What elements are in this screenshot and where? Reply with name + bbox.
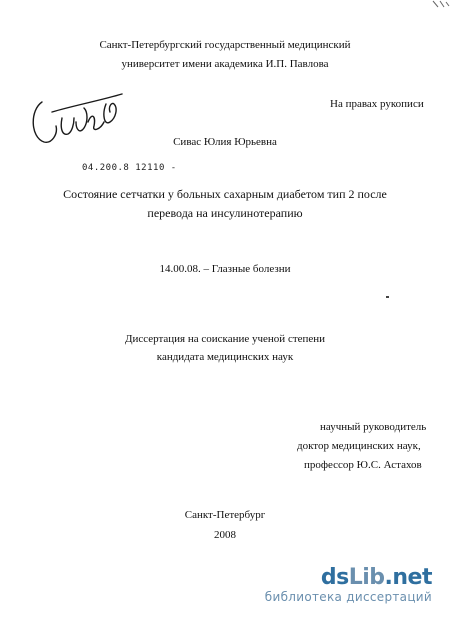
author-name: Сивас Юлия Юрьевна — [173, 136, 277, 148]
manuscript-rights-note: На правах рукописи — [330, 98, 424, 110]
dissertation-line-1: Диссертация на соискание ученой степени — [124, 333, 326, 345]
institution-line-1: Санкт-Петербургский государственный медицинский — [99, 39, 351, 51]
institution-line-2: университет имени академика И.П. Павлова — [121, 58, 329, 70]
scan-dot — [386, 296, 389, 298]
dissertation-line-2: кандидата медицинских наук — [156, 351, 294, 363]
specialty-code: 14.00.08. – Глазные болезни — [159, 263, 291, 275]
corner-scan-mark — [432, 0, 450, 8]
supervisor-line-1: научный руководитель — [320, 421, 427, 433]
title-line-2: перевода на инсулинотерапию — [147, 206, 303, 220]
title-line-1: Состояние сетчатки у больных сахарным диабетом тип 2 после — [63, 187, 387, 201]
registration-stamp: 04.200.8 12110 - — [82, 163, 177, 173]
year: 2008 — [214, 529, 236, 541]
dslib-watermark[interactable] — [265, 566, 432, 604]
supervisor-line-2: доктор медицинских наук, — [297, 440, 421, 452]
supervisor-line-3: профессор Ю.С. Астахов — [304, 459, 422, 471]
dslib-logo-icon: dsLib.net — [320, 565, 432, 590]
dslib-subtitle: библиотека диссертаций — [264, 590, 432, 604]
city: Санкт-Петербург — [184, 509, 266, 521]
